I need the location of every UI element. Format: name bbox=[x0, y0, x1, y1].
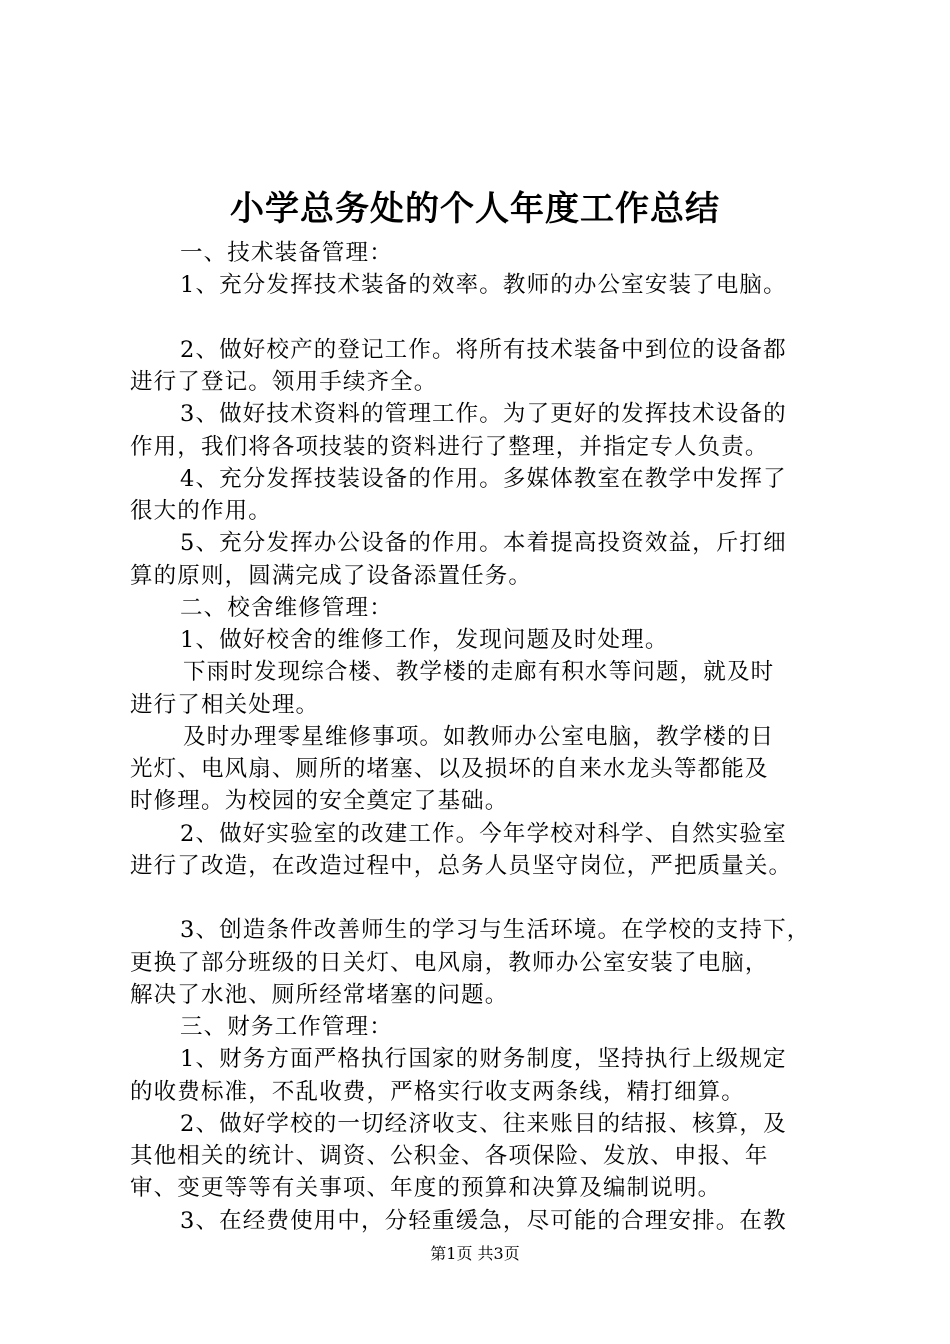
paragraph-line: 2、做好实验室的改建工作。今年学校对科学、自然实验室 bbox=[180, 820, 787, 847]
paragraph-line: 进行了改造，在改造过程中，总务人员坚守岗位，严把质量关。 bbox=[130, 852, 793, 879]
paragraph-line: 1、充分发挥技术装备的效率。教师的办公室安装了电脑。 bbox=[180, 272, 787, 299]
paragraph-line: 审、变更等等有关事项、年度的预算和决算及编制说明。 bbox=[130, 1175, 722, 1202]
paragraph-line: 时修理。为校园的安全奠定了基础。 bbox=[130, 788, 509, 815]
blank-line bbox=[130, 882, 830, 914]
paragraph-line: 4、充分发挥技装设备的作用。多媒体教室在教学中发挥了 bbox=[180, 465, 787, 492]
section-heading: 二、校舍维修管理： bbox=[180, 594, 393, 621]
paragraph-line: 更换了部分班级的日关灯、电风扇，教师办公室安装了电脑， bbox=[130, 949, 769, 976]
paragraph-line: 很大的作用。 bbox=[130, 498, 272, 524]
paragraph-line: 的收费标准，不乱收费，严格实行收支两条线，精打细算。 bbox=[130, 1078, 745, 1105]
paragraph-line: 3、在经费使用中，分轻重缓急，尽可能的合理安排。在教 bbox=[180, 1207, 787, 1234]
paragraph-line: 算的原则，圆满完成了设备添置任务。 bbox=[130, 562, 533, 589]
paragraph-line: 5、充分发挥办公设备的作用。本着提高投资效益，斤打细 bbox=[180, 530, 787, 557]
paragraph-line: 下雨时发现综合楼、教学楼的走廊有积水等问题，就及时 bbox=[183, 659, 775, 686]
blank-line bbox=[130, 302, 830, 334]
paragraph-line: 光灯、电风扇、厕所的堵塞、以及损坏的自来水龙头等都能及 bbox=[130, 756, 769, 782]
paragraph-line: 1、财务方面严格执行国家的财务制度，坚持执行上级规定 bbox=[180, 1046, 787, 1073]
paragraph-line: 其他相关的统计、调资、公积金、各项保险、发放、申报、年 bbox=[130, 1143, 769, 1169]
paragraph-line: 进行了相关处理。 bbox=[130, 691, 320, 718]
paragraph-line: 2、做好校产的登记工作。将所有技术装备中到位的设备都 bbox=[180, 336, 787, 363]
paragraph-line: 解决了水池、厕所经常堵塞的问题。 bbox=[130, 981, 509, 1008]
paragraph-line: 及时办理零星维修事项。如教师办公室电脑，教学楼的日 bbox=[183, 723, 775, 750]
paragraph-line: 1、做好校舍的维修工作，发现问题及时处理。 bbox=[180, 627, 669, 653]
paragraph-line: 进行了登记。领用手续齐全。 bbox=[130, 369, 438, 395]
paragraph-line: 3、创造条件改善师生的学习与生活环境。在学校的支持下， bbox=[180, 917, 811, 944]
paragraph-line: 3、做好技术资料的管理工作。为了更好的发挥技术设备的 bbox=[180, 401, 787, 428]
section-heading: 三、财务工作管理： bbox=[180, 1014, 393, 1040]
document-body bbox=[130, 237, 830, 1237]
section-heading: 一、技术装备管理： bbox=[180, 240, 393, 266]
page-number-footer: 第1页 共3页 bbox=[430, 1244, 520, 1263]
paragraph-line: 作用，我们将各项技装的资料进行了整理，并指定专人负责。 bbox=[130, 433, 769, 460]
document-title: 小学总务处的个人年度工作总结 bbox=[230, 189, 720, 229]
paragraph-line: 2、做好学校的一切经济收支、往来账目的结报、核算，及 bbox=[180, 1110, 787, 1137]
